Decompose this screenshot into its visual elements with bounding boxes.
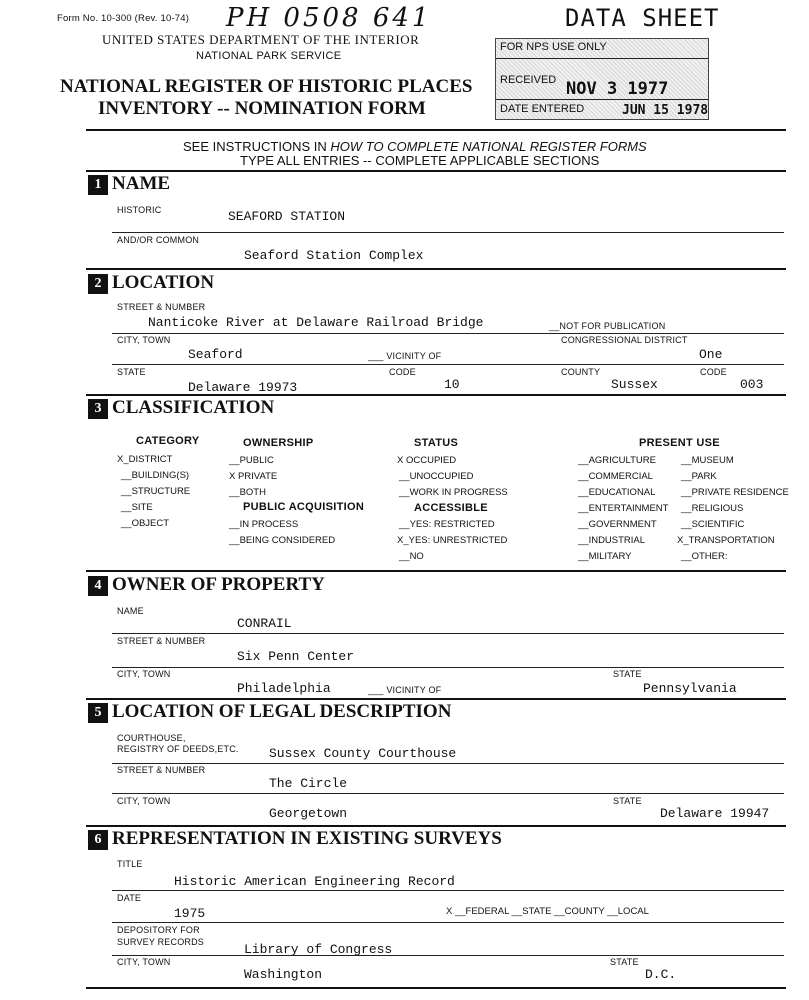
accessible-unrestricted[interactable]: X_YES: UNRESTRICTED — [397, 535, 508, 546]
code2-value: 003 — [740, 377, 764, 392]
category-site[interactable]: __SITE — [121, 502, 153, 513]
accessible-restricted[interactable]: __YES: RESTRICTED — [399, 519, 495, 530]
depository-label-1: DEPOSITORY FOR — [117, 925, 200, 935]
use-private-residence[interactable]: __PRIVATE RESIDENCE — [681, 487, 789, 498]
common-label: AND/OR COMMON — [117, 235, 200, 245]
section-6-heading: 6 REPRESENTATION IN EXISTING SURVEYS — [88, 828, 502, 850]
status-unoccupied[interactable]: __UNOCCUPIED — [399, 471, 474, 482]
historic-value: SEAFORD STATION — [228, 209, 346, 224]
section-2-heading: 2 LOCATION — [88, 272, 214, 294]
courthouse-label-1: COURTHOUSE, — [117, 733, 186, 743]
courthouse-label-2: REGISTRY OF DEEDS,ETC. — [117, 744, 239, 754]
accessible-heading: ACCESSIBLE — [414, 502, 488, 514]
congressional-label: CONGRESSIONAL DISTRICT — [561, 335, 688, 345]
form-number: Form No. 10-300 (Rev. 10-74) — [57, 13, 190, 24]
owner-state-label: STATE — [613, 669, 642, 679]
state-value: Delaware 19973 — [188, 380, 298, 395]
congressional-value: One — [699, 347, 723, 362]
street-value: Nanticoke River at Delaware Railroad Bridge — [148, 315, 484, 330]
city-value: Seaford — [188, 347, 243, 362]
section-4-heading: 4 OWNER OF PROPERTY — [88, 574, 325, 596]
owner-vicinity-label: ___ VICINITY OF — [368, 685, 442, 695]
survey-title-value: Historic American Engineering Record — [174, 874, 455, 889]
historic-label: HISTORIC — [117, 205, 162, 215]
nps-use-box — [495, 38, 709, 120]
use-park[interactable]: __PARK — [681, 471, 717, 482]
department: UNITED STATES DEPARTMENT OF THE INTERIOR — [102, 32, 420, 47]
received-stamp: NOV 3 1977 — [566, 79, 669, 99]
use-transportation[interactable]: X_TRANSPORTATION — [677, 535, 775, 546]
survey-city-value: Washington — [244, 967, 323, 982]
code2-label: CODE — [700, 367, 727, 377]
depository-label-2: SURVEY RECORDS — [117, 937, 204, 947]
owner-street-label: STREET & NUMBER — [117, 636, 206, 646]
use-religious[interactable]: __RELIGIOUS — [681, 503, 744, 514]
vicinity-label: ___ VICINITY OF — [368, 351, 442, 361]
survey-levels[interactable]: X __FEDERAL __STATE __COUNTY __LOCAL — [446, 906, 649, 917]
legal-street-label: STREET & NUMBER — [117, 765, 206, 775]
date-entered-stamp: JUN 15 1978 — [622, 103, 709, 118]
county-value: Sussex — [611, 377, 658, 392]
survey-city-label: CITY, TOWN — [117, 957, 171, 967]
survey-date-label: DATE — [117, 893, 142, 903]
use-agriculture[interactable]: __AGRICULTURE — [578, 455, 656, 466]
ownership-both[interactable]: __BOTH — [229, 487, 266, 498]
instructions-line1: SEE INSTRUCTIONS IN HOW TO COMPLETE NATIONAL REGISTER FORMS — [183, 139, 647, 154]
use-government[interactable]: __GOVERNMENT — [578, 519, 657, 530]
handwritten-reference: PH 0508 641 — [226, 3, 432, 33]
accessible-no[interactable]: __NO — [399, 551, 424, 562]
acquisition-in-process[interactable]: __IN PROCESS — [229, 519, 299, 530]
legal-state-label: STATE — [613, 796, 642, 806]
data-sheet-stamp: DATA SHEET — [565, 4, 720, 32]
code-label: CODE — [389, 367, 416, 377]
use-museum[interactable]: __MUSEUM — [681, 455, 734, 466]
legal-street-value: The Circle — [269, 776, 348, 791]
owner-city-value: Philadelphia — [237, 681, 331, 696]
city-label: CITY, TOWN — [117, 335, 171, 345]
owner-state-value: Pennsylvania — [643, 681, 737, 696]
street-label: STREET & NUMBER — [117, 302, 206, 312]
not-for-publication: __NOT FOR PUBLICATION — [549, 321, 666, 331]
ownership-private[interactable]: X PRIVATE — [229, 471, 278, 482]
use-commercial[interactable]: __COMMERCIAL — [578, 471, 653, 482]
depository-value: Library of Congress — [244, 942, 393, 957]
category-structure[interactable]: __STRUCTURE — [121, 486, 191, 497]
owner-city-label: CITY, TOWN — [117, 669, 171, 679]
category-building[interactable]: __BUILDING(S) — [121, 470, 190, 481]
received-label: RECEIVED — [500, 74, 557, 86]
nps-label: FOR NPS USE ONLY — [500, 41, 607, 53]
use-educational[interactable]: __EDUCATIONAL — [578, 487, 656, 498]
legal-city-value: Georgetown — [269, 806, 348, 821]
status-work-in-progress[interactable]: __WORK IN PROGRESS — [399, 487, 508, 498]
section-3-heading: 3 CLASSIFICATION — [88, 397, 274, 419]
date-entered-label: DATE ENTERED — [500, 103, 585, 115]
category-heading: CATEGORY — [136, 435, 200, 447]
use-scientific[interactable]: __SCIENTIFIC — [681, 519, 745, 530]
survey-state-value: D.C. — [645, 967, 677, 982]
status-occupied[interactable]: X OCCUPIED — [397, 455, 457, 466]
use-military[interactable]: __MILITARY — [578, 551, 632, 562]
category-object[interactable]: __OBJECT — [121, 518, 170, 529]
survey-title-label: TITLE — [117, 859, 143, 869]
county-label: COUNTY — [561, 367, 601, 377]
status-heading: STATUS — [414, 437, 459, 449]
owner-street-value: Six Penn Center — [237, 649, 355, 664]
service: NATIONAL PARK SERVICE — [196, 50, 342, 62]
owner-name-value: CONRAIL — [237, 616, 292, 631]
use-industrial[interactable]: __INDUSTRIAL — [578, 535, 646, 546]
code-value: 10 — [444, 377, 460, 392]
survey-date-value: 1975 — [174, 906, 206, 921]
instructions-line2: TYPE ALL ENTRIES -- COMPLETE APPLICABLE SECTIONS — [240, 153, 600, 168]
acquisition-heading: PUBLIC ACQUISITION — [243, 501, 365, 513]
ownership-heading: OWNERSHIP — [243, 437, 314, 449]
courthouse-value: Sussex County Courthouse — [269, 746, 457, 761]
common-value: Seaford Station Complex — [244, 248, 424, 263]
owner-name-label: NAME — [117, 606, 144, 616]
section-1-heading: 1 NAME — [88, 173, 170, 195]
legal-city-label: CITY, TOWN — [117, 796, 171, 806]
section-5-heading: 5 LOCATION OF LEGAL DESCRIPTION — [88, 701, 451, 723]
form-title-line1: NATIONAL REGISTER OF HISTORIC PLACES — [60, 76, 473, 97]
acquisition-being-considered[interactable]: __BEING CONSIDERED — [229, 535, 336, 546]
legal-state-value: Delaware 19947 — [660, 806, 770, 821]
present-use-heading: PRESENT USE — [639, 437, 720, 449]
use-entertainment[interactable]: __ENTERTAINMENT — [578, 503, 669, 514]
category-district[interactable]: X_DISTRICT — [117, 454, 173, 465]
use-other[interactable]: __OTHER: — [681, 551, 728, 562]
form-title-line2: INVENTORY -- NOMINATION FORM — [98, 98, 426, 119]
ownership-public[interactable]: __PUBLIC — [229, 455, 274, 466]
state-label: STATE — [117, 367, 146, 377]
survey-state-label: STATE — [610, 957, 639, 967]
